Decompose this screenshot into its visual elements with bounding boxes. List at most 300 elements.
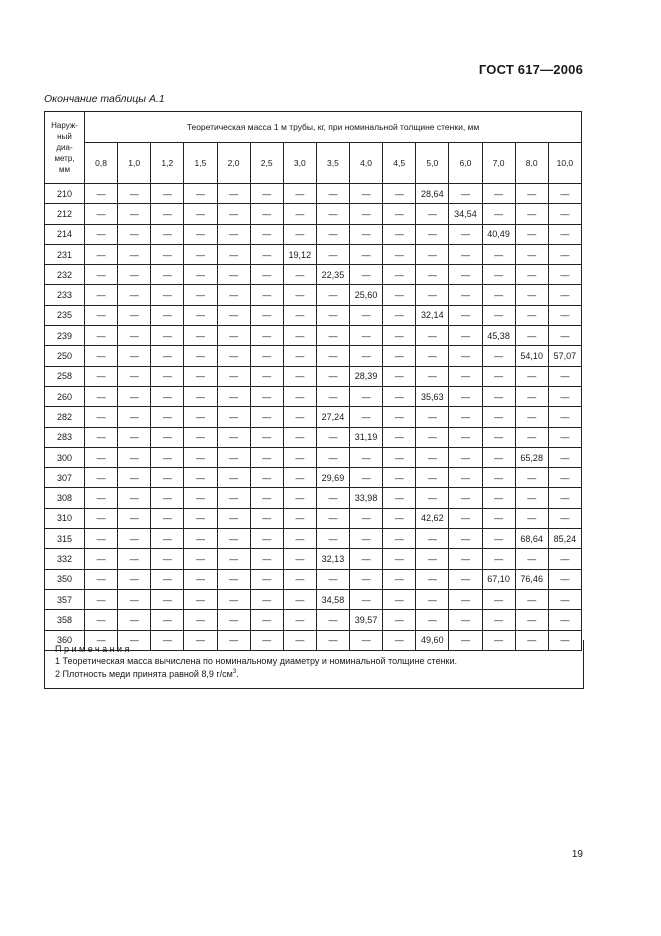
mass-cell: 22,35 xyxy=(316,265,349,285)
mass-cell: — xyxy=(85,427,118,447)
diameter-cell: 282 xyxy=(45,407,85,427)
notes-title: Примечания xyxy=(55,644,132,654)
diameter-cell: 258 xyxy=(45,366,85,386)
table-row xyxy=(45,407,582,427)
mass-cell: — xyxy=(283,447,316,467)
diameter-cell: 360 xyxy=(45,630,85,650)
mass-cell: — xyxy=(449,508,482,528)
mass-cell: — xyxy=(151,305,184,325)
mass-cell: — xyxy=(350,468,383,488)
mass-cell: — xyxy=(118,610,151,630)
mass-cell: — xyxy=(350,630,383,650)
mass-cell: — xyxy=(85,508,118,528)
mass-cell: — xyxy=(250,407,283,427)
table-row xyxy=(45,224,582,244)
mass-cell: — xyxy=(85,569,118,589)
mass-cell: — xyxy=(350,386,383,406)
mass-cell: — xyxy=(217,184,250,204)
mass-cell: — xyxy=(283,549,316,569)
mass-cell: — xyxy=(85,305,118,325)
mass-cell: — xyxy=(515,589,548,609)
mass-cell: — xyxy=(85,204,118,224)
mass-cell: — xyxy=(548,427,581,447)
mass-cell: 49,60 xyxy=(416,630,449,650)
mass-cell: — xyxy=(482,488,515,508)
mass-cell: — xyxy=(151,285,184,305)
mass-cell: — xyxy=(217,447,250,467)
mass-cell: — xyxy=(449,569,482,589)
mass-cell: — xyxy=(250,285,283,305)
mass-cell: — xyxy=(548,184,581,204)
mass-cell: — xyxy=(383,346,416,366)
table-row xyxy=(45,529,582,549)
notes-box xyxy=(44,640,584,689)
mass-cell: — xyxy=(515,285,548,305)
diameter-cell: 233 xyxy=(45,285,85,305)
mass-cell: — xyxy=(316,569,349,589)
mass-cell: — xyxy=(548,569,581,589)
mass-cell: — xyxy=(118,265,151,285)
mass-cell: — xyxy=(85,468,118,488)
mass-cell: — xyxy=(482,529,515,549)
mass-cell: — xyxy=(449,407,482,427)
mass-cell: — xyxy=(283,184,316,204)
mass-cell: — xyxy=(118,366,151,386)
thickness-header: 2,0 xyxy=(217,143,250,184)
mass-cell: 40,49 xyxy=(482,224,515,244)
mass-cell: — xyxy=(151,610,184,630)
mass-cell: — xyxy=(250,366,283,386)
mass-cell: — xyxy=(250,204,283,224)
mass-cell: — xyxy=(151,244,184,264)
mass-cell: — xyxy=(515,224,548,244)
mass-cell: — xyxy=(350,346,383,366)
mass-cell: — xyxy=(449,529,482,549)
table-row xyxy=(45,427,582,447)
mass-cell: — xyxy=(217,630,250,650)
mass-cell: — xyxy=(250,346,283,366)
mass-cell: — xyxy=(151,508,184,528)
mass-cell: — xyxy=(184,204,217,224)
mass-cell: — xyxy=(184,589,217,609)
mass-cell: — xyxy=(316,610,349,630)
mass-cell: — xyxy=(383,630,416,650)
diameter-header-line: мм xyxy=(59,165,70,174)
mass-cell: — xyxy=(449,285,482,305)
mass-cell: 76,46 xyxy=(515,569,548,589)
mass-cell: — xyxy=(184,610,217,630)
mass-cell: — xyxy=(85,610,118,630)
mass-cell: — xyxy=(482,366,515,386)
mass-cell: — xyxy=(250,569,283,589)
mass-cell: — xyxy=(217,427,250,447)
mass-cell: — xyxy=(416,529,449,549)
mass-cell: — xyxy=(217,366,250,386)
mass-cell: — xyxy=(416,204,449,224)
mass-cell: — xyxy=(316,366,349,386)
mass-cell: — xyxy=(482,427,515,447)
diameter-header-line: ный xyxy=(57,132,72,141)
mass-cell: — xyxy=(217,549,250,569)
mass-cell: — xyxy=(184,265,217,285)
mass-cell: — xyxy=(416,610,449,630)
mass-cell: — xyxy=(515,386,548,406)
mass-cell: — xyxy=(350,265,383,285)
mass-cell: — xyxy=(515,508,548,528)
mass-cell: — xyxy=(383,610,416,630)
mass-cell: — xyxy=(316,386,349,406)
mass-cell: — xyxy=(416,346,449,366)
mass-cell: — xyxy=(482,549,515,569)
diameter-cell: 231 xyxy=(45,244,85,264)
mass-cell: — xyxy=(250,529,283,549)
mass-cell: — xyxy=(283,326,316,346)
mass-cell: — xyxy=(515,326,548,346)
table-row xyxy=(45,305,582,325)
mass-cell: — xyxy=(482,204,515,224)
mass-cell: — xyxy=(283,508,316,528)
mass-cell: — xyxy=(350,529,383,549)
mass-cell: — xyxy=(118,447,151,467)
mass-cell: — xyxy=(151,407,184,427)
mass-cell: — xyxy=(184,305,217,325)
table-caption: Окончание таблицы А.1 xyxy=(44,93,165,105)
mass-cell: — xyxy=(283,468,316,488)
mass-cell: — xyxy=(316,244,349,264)
mass-cell: — xyxy=(515,427,548,447)
page-number: 19 xyxy=(571,849,583,860)
mass-cell: — xyxy=(350,184,383,204)
mass-cell: — xyxy=(482,184,515,204)
mass-cell: — xyxy=(416,407,449,427)
mass-cell: — xyxy=(515,549,548,569)
mass-cell: — xyxy=(118,326,151,346)
mass-cell: — xyxy=(416,569,449,589)
mass-cell: 19,12 xyxy=(283,244,316,264)
mass-cell: — xyxy=(283,407,316,427)
mass-cell: — xyxy=(151,346,184,366)
mass-cell: — xyxy=(217,305,250,325)
mass-cell: — xyxy=(316,285,349,305)
mass-cell: 32,13 xyxy=(316,549,349,569)
mass-cell: — xyxy=(482,508,515,528)
mass-cell: — xyxy=(118,244,151,264)
mass-cell: — xyxy=(217,610,250,630)
mass-cell: — xyxy=(250,265,283,285)
mass-cell: — xyxy=(283,366,316,386)
mass-cell: — xyxy=(151,366,184,386)
mass-cell: — xyxy=(283,305,316,325)
mass-cell: — xyxy=(184,407,217,427)
mass-cell: — xyxy=(416,366,449,386)
mass-cell: — xyxy=(449,447,482,467)
mass-cell: — xyxy=(316,326,349,346)
mass-cell: — xyxy=(515,630,548,650)
mass-cell: — xyxy=(449,630,482,650)
mass-cell: — xyxy=(217,407,250,427)
thickness-header: 8,0 xyxy=(515,143,548,184)
mass-cell: — xyxy=(316,630,349,650)
mass-cell: — xyxy=(548,285,581,305)
mass-cell: — xyxy=(449,610,482,630)
mass-cell: — xyxy=(118,488,151,508)
mass-cell: — xyxy=(283,224,316,244)
mass-cell: — xyxy=(151,224,184,244)
mass-cell: 45,38 xyxy=(482,326,515,346)
mass-cell: — xyxy=(316,305,349,325)
mass-cell: — xyxy=(449,326,482,346)
mass-cell: — xyxy=(118,508,151,528)
diameter-cell: 212 xyxy=(45,204,85,224)
mass-cell: — xyxy=(482,244,515,264)
mass-cell: — xyxy=(548,305,581,325)
table-row xyxy=(45,184,582,204)
mass-cell: — xyxy=(482,610,515,630)
mass-cell: — xyxy=(118,468,151,488)
mass-cell: 32,14 xyxy=(416,305,449,325)
mass-cell: — xyxy=(548,610,581,630)
diameter-cell: 232 xyxy=(45,265,85,285)
thickness-header: 10,0 xyxy=(548,143,581,184)
mass-cell: — xyxy=(548,244,581,264)
mass-header: Теоретическая масса 1 м трубы, кг, при номинальной толщине стенки, мм xyxy=(85,112,582,143)
mass-cell: — xyxy=(449,265,482,285)
mass-cell: — xyxy=(184,569,217,589)
mass-cell: — xyxy=(383,508,416,528)
mass-cell: — xyxy=(184,326,217,346)
mass-cell: — xyxy=(383,305,416,325)
mass-cell: — xyxy=(548,326,581,346)
mass-cell: — xyxy=(548,468,581,488)
table-row xyxy=(45,346,582,366)
mass-cell: — xyxy=(350,569,383,589)
mass-cell: — xyxy=(449,184,482,204)
mass-cell: — xyxy=(416,468,449,488)
mass-cell: — xyxy=(316,184,349,204)
mass-cell: — xyxy=(118,630,151,650)
mass-cell: — xyxy=(515,204,548,224)
mass-cell: — xyxy=(85,447,118,467)
mass-cell: 28,39 xyxy=(350,366,383,386)
mass-cell: — xyxy=(250,589,283,609)
mass-cell: — xyxy=(250,468,283,488)
mass-cell: — xyxy=(383,204,416,224)
diameter-cell: 214 xyxy=(45,224,85,244)
mass-cell: — xyxy=(85,326,118,346)
mass-cell: — xyxy=(184,366,217,386)
mass-cell: — xyxy=(449,427,482,447)
mass-cell: — xyxy=(217,386,250,406)
mass-cell: — xyxy=(548,224,581,244)
mass-cell: 35,63 xyxy=(416,386,449,406)
mass-cell: — xyxy=(184,468,217,488)
mass-cell: — xyxy=(217,468,250,488)
mass-cell: — xyxy=(184,630,217,650)
mass-cell: — xyxy=(250,447,283,467)
mass-cell: — xyxy=(416,285,449,305)
mass-cell: — xyxy=(283,427,316,447)
mass-cell: — xyxy=(217,589,250,609)
mass-cell: — xyxy=(515,305,548,325)
mass-cell: 33,98 xyxy=(350,488,383,508)
mass-cell: — xyxy=(283,630,316,650)
table-body xyxy=(45,184,582,651)
mass-cell: — xyxy=(250,508,283,528)
mass-cell: — xyxy=(449,589,482,609)
mass-cell: 34,54 xyxy=(449,204,482,224)
mass-cell: — xyxy=(151,630,184,650)
mass-cell: — xyxy=(250,305,283,325)
mass-cell: — xyxy=(383,285,416,305)
table-row xyxy=(45,488,582,508)
mass-cell: — xyxy=(383,569,416,589)
mass-cell: — xyxy=(250,427,283,447)
diameter-cell: 315 xyxy=(45,529,85,549)
mass-cell: — xyxy=(482,468,515,488)
mass-cell: — xyxy=(416,224,449,244)
mass-cell: — xyxy=(316,488,349,508)
mass-cell: — xyxy=(383,326,416,346)
mass-cell: — xyxy=(118,529,151,549)
mass-cell: 27,24 xyxy=(316,407,349,427)
mass-cell: — xyxy=(118,569,151,589)
mass-cell: — xyxy=(482,346,515,366)
mass-cell: — xyxy=(383,407,416,427)
diameter-cell: 239 xyxy=(45,326,85,346)
mass-cell: — xyxy=(250,610,283,630)
thickness-header: 4,0 xyxy=(350,143,383,184)
mass-cell: — xyxy=(482,285,515,305)
table-row xyxy=(45,265,582,285)
mass-cell: — xyxy=(85,244,118,264)
mass-cell: 85,24 xyxy=(548,529,581,549)
mass-cell: — xyxy=(316,346,349,366)
mass-cell: — xyxy=(482,265,515,285)
mass-cell: — xyxy=(151,569,184,589)
mass-cell: — xyxy=(350,224,383,244)
diameter-cell: 283 xyxy=(45,427,85,447)
mass-cell: — xyxy=(416,326,449,346)
mass-cell: — xyxy=(482,630,515,650)
mass-cell: — xyxy=(383,488,416,508)
mass-cell: — xyxy=(383,529,416,549)
diameter-cell: 260 xyxy=(45,386,85,406)
diameter-header-line: диа- xyxy=(56,143,73,152)
mass-cell: — xyxy=(383,184,416,204)
table-row xyxy=(45,589,582,609)
mass-cell: — xyxy=(416,549,449,569)
mass-cell: — xyxy=(85,265,118,285)
mass-cell: — xyxy=(151,529,184,549)
mass-table xyxy=(44,111,582,651)
thickness-header-row xyxy=(45,143,582,184)
mass-cell: 67,10 xyxy=(482,569,515,589)
mass-cell: — xyxy=(118,285,151,305)
diameter-cell: 357 xyxy=(45,589,85,609)
mass-cell: — xyxy=(416,265,449,285)
mass-cell: — xyxy=(416,488,449,508)
mass-cell: — xyxy=(85,407,118,427)
mass-cell: — xyxy=(283,346,316,366)
mass-cell: — xyxy=(449,305,482,325)
diameter-header-line: Наруж- xyxy=(51,121,78,130)
mass-cell: — xyxy=(184,184,217,204)
table-row xyxy=(45,366,582,386)
mass-cell: — xyxy=(449,468,482,488)
note-2-superscript: 3 xyxy=(232,669,237,675)
mass-cell: — xyxy=(350,305,383,325)
mass-cell: — xyxy=(118,204,151,224)
table-row xyxy=(45,244,582,264)
mass-cell: — xyxy=(217,529,250,549)
mass-cell: — xyxy=(449,244,482,264)
mass-cell: — xyxy=(548,589,581,609)
mass-cell: — xyxy=(151,184,184,204)
thickness-header: 1,5 xyxy=(184,143,217,184)
mass-cell: — xyxy=(383,265,416,285)
mass-cell: — xyxy=(283,265,316,285)
mass-cell: — xyxy=(85,366,118,386)
mass-cell: — xyxy=(515,184,548,204)
mass-cell: — xyxy=(515,244,548,264)
mass-cell: — xyxy=(151,549,184,569)
mass-cell: — xyxy=(283,569,316,589)
mass-cell: — xyxy=(283,589,316,609)
mass-cell: — xyxy=(151,468,184,488)
thickness-header: 4,5 xyxy=(383,143,416,184)
diameter-cell: 332 xyxy=(45,549,85,569)
document-code: ГОСТ 617—2006 xyxy=(478,62,583,77)
table-row xyxy=(45,204,582,224)
mass-cell: — xyxy=(383,468,416,488)
mass-cell: — xyxy=(482,447,515,467)
mass-cell: — xyxy=(184,386,217,406)
mass-cell: — xyxy=(548,265,581,285)
mass-cell: — xyxy=(482,407,515,427)
mass-cell: — xyxy=(217,508,250,528)
mass-cell: — xyxy=(350,407,383,427)
mass-cell: — xyxy=(250,326,283,346)
mass-cell: — xyxy=(449,549,482,569)
mass-cell: — xyxy=(151,326,184,346)
mass-cell: — xyxy=(283,529,316,549)
mass-cell: — xyxy=(383,244,416,264)
mass-cell: — xyxy=(250,184,283,204)
thickness-header: 3,5 xyxy=(316,143,349,184)
mass-cell: — xyxy=(151,386,184,406)
note-1: 1 Теоретическая масса вычислена по номинальному диаметру и номинальной толщине стенки. xyxy=(55,655,458,666)
mass-cell: — xyxy=(316,529,349,549)
mass-cell: — xyxy=(548,488,581,508)
mass-cell: — xyxy=(383,427,416,447)
mass-cell: — xyxy=(482,305,515,325)
mass-cell: — xyxy=(217,204,250,224)
mass-cell: 54,10 xyxy=(515,346,548,366)
diameter-cell: 310 xyxy=(45,508,85,528)
table-row xyxy=(45,326,582,346)
mass-cell: 65,28 xyxy=(515,447,548,467)
note-2-text: 2 Плотность меди принята равной 8,9 г/см xyxy=(55,669,233,679)
table-row xyxy=(45,447,582,467)
mass-cell: — xyxy=(515,265,548,285)
mass-cell: — xyxy=(515,366,548,386)
mass-cell: — xyxy=(250,244,283,264)
mass-cell: — xyxy=(449,488,482,508)
mass-cell: — xyxy=(449,386,482,406)
mass-cell: — xyxy=(151,204,184,224)
mass-cell: — xyxy=(217,265,250,285)
thickness-header: 3,0 xyxy=(283,143,316,184)
